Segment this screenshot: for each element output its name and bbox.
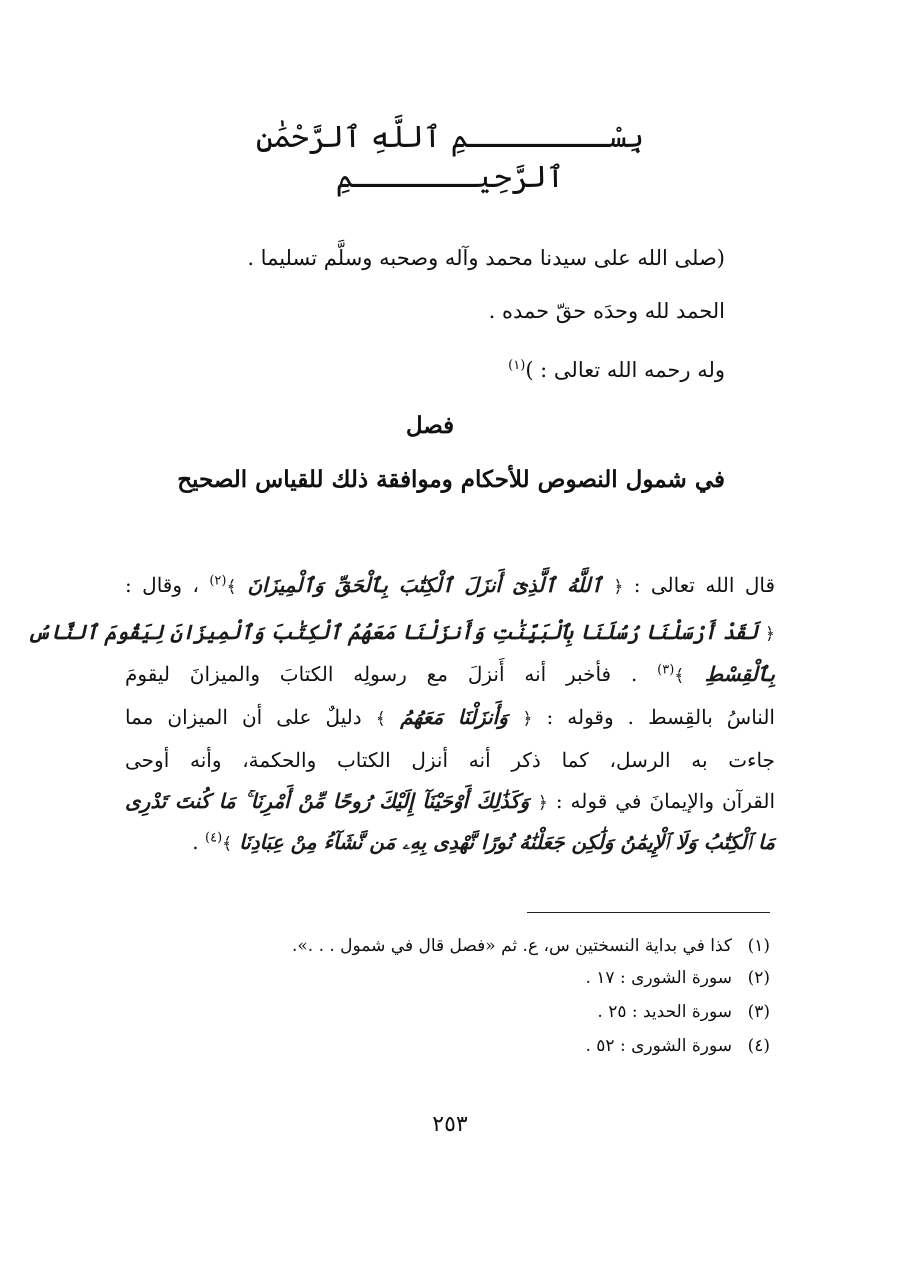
footnote-number: (١) xyxy=(747,936,770,956)
body-text: قال الله تعالى : xyxy=(623,573,775,597)
quran-verse: وَأَنزَلْنَا مَعَهُمُ xyxy=(385,705,523,729)
intro-line-3 xyxy=(165,355,725,385)
body-text: القرآن والإيمانَ في قوله : xyxy=(547,789,776,813)
body-line-2 xyxy=(27,617,775,649)
footnote-ref-1[interactable]: (١) xyxy=(508,358,526,373)
footnote-text: سورة الشورى : ٥٢ . xyxy=(585,1036,732,1056)
footnote-text: كذا في بداية النسختين س، ع. ثم «فصل قال في شمول . . .». xyxy=(291,936,732,956)
quran-open-bracket: ﴿ xyxy=(537,793,548,813)
quran-open-bracket: ﴿ xyxy=(522,709,533,729)
footnote-divider xyxy=(527,912,770,913)
footnote-number: (٣) xyxy=(747,1002,770,1022)
footnote-number: (٤) xyxy=(747,1036,770,1056)
footnote-1 xyxy=(150,934,770,958)
footnote-2 xyxy=(150,966,770,990)
body-text: الناسُ بالقِسط . وقوله : xyxy=(532,705,775,729)
footnote-ref-4[interactable]: (٤) xyxy=(205,830,223,846)
quran-close-bracket: ﴾ xyxy=(226,577,237,597)
body-line-1 xyxy=(125,570,775,602)
body-line-6 xyxy=(125,786,775,818)
body-line-3 xyxy=(125,659,775,691)
quran-open-bracket: ﴿ xyxy=(765,624,775,644)
quran-verse: وَكَذَٰلِكَ أَوْحَيْنَآ إِلَيْكَ رُوحًا مِّنْ أَمْرِنَا ۚ مَا كُنتَ تَدْرِى xyxy=(125,789,538,813)
intro-line-3-text: وله رحمه الله تعالى : ) xyxy=(525,358,725,382)
footnote-text: سورة الشورى : ١٧ . xyxy=(585,968,732,988)
footnote-4 xyxy=(150,1034,770,1058)
quran-open-bracket: ﴿ xyxy=(613,577,624,597)
body-text: ، وقال : xyxy=(125,573,210,597)
quran-verse: مَا ٱلْكِتَٰبُ وَلَا ٱلْإِيمَٰنُ وَلَٰكِن جَعَلْنَٰهُ نُورًا نَّهْدِى بِهِۦ مَن نَّشَآءُ مِنْ عِبَادِنَا xyxy=(232,830,775,854)
body-line-7 xyxy=(125,827,775,859)
body-text: دليلٌ على أن الميزان مما xyxy=(125,705,376,729)
footnote-ref-2[interactable]: (٢) xyxy=(209,573,227,589)
intro-line-2: الحمد لله وحدَه حقّ حمده . xyxy=(488,299,725,323)
quran-verse: لَقَدْ أَرْسَلْنَا رُسُلَنَا بِٱلْبَيِّنَٰتِ وَأَنزَلْنَا مَعَهُمُ ٱلْكِتَٰبَ وَٱلْمِيزَانَ لِيَقُومَ ٱلنَّاسُ xyxy=(27,620,766,644)
body-text: . xyxy=(192,830,205,854)
section-subtitle: في شمول النصوص للأحكام وموافقة ذلك للقياس الصحيح xyxy=(177,466,725,493)
page-number: ٢٥٣ xyxy=(432,1112,468,1137)
footnote-text: سورة الحديد : ٢٥ . xyxy=(597,1002,732,1022)
quran-close-bracket: ﴾ xyxy=(674,666,685,686)
quran-close-bracket: ﴾ xyxy=(222,834,233,854)
body-line-5: جاءت به الرسل، كما ذكر أنه أنزل الكتاب والحكمة، وأنه أوحى xyxy=(125,748,775,772)
footnote-3 xyxy=(150,1000,770,1024)
quran-close-bracket: ﴾ xyxy=(375,709,386,729)
body-line-4 xyxy=(125,702,775,734)
body-text: . فأخبر أنه أَنزلَ مع رسولِه الكتابَ والميزانَ ليقومَ xyxy=(125,662,658,686)
quran-verse: ٱللَّهُ ٱلَّذِىٓ أَنزَلَ ٱلْكِتَٰبَ بِٱلْحَقِّ وَٱلْمِيزَانَ xyxy=(236,573,614,597)
quran-verse: بِٱلْقِسْطِ xyxy=(684,662,775,686)
basmala-header: بِسْــــــــمِ ٱللَّهِ ٱلرَّحْمَٰنِ ٱلرَّحِيـــــــمِ xyxy=(255,120,645,195)
footnote-number: (٢) xyxy=(747,968,770,988)
intro-line-1: (صلى الله على سيدنا محمد وآله وصحبه وسلَّم تسليما . xyxy=(247,246,725,270)
section-title: فصل xyxy=(405,412,455,439)
footnote-ref-3[interactable]: (٣) xyxy=(657,662,675,678)
